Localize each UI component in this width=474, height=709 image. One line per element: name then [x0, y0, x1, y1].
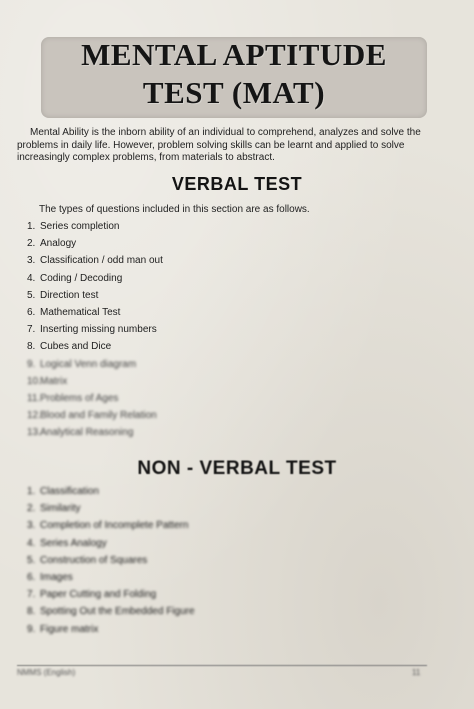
- item-text: Analogy: [40, 238, 77, 250]
- item-number: 6.: [27, 306, 36, 318]
- list-item: [27, 218, 163, 235]
- item-text: Images: [40, 571, 73, 583]
- item-number: 6.: [27, 571, 36, 583]
- item-text: Matrix: [40, 375, 68, 387]
- list-item: [27, 321, 163, 338]
- item-number: 9.: [27, 623, 36, 635]
- list-item: [27, 424, 163, 441]
- item-text: Construction of Squares: [40, 554, 148, 566]
- list-item: [27, 390, 163, 407]
- footer-label: NMMS (English): [17, 668, 76, 677]
- item-number: 8.: [27, 341, 36, 353]
- item-number: 5.: [27, 554, 36, 566]
- list-item: [27, 304, 163, 321]
- intro-paragraph: [17, 127, 457, 165]
- list-item: [27, 407, 163, 424]
- list-item: [27, 500, 195, 517]
- list-item: [27, 270, 163, 287]
- title-line-2: TEST (MAT): [142, 75, 326, 110]
- list-item: [27, 252, 163, 269]
- page-number: 11: [412, 668, 421, 677]
- list-item: [27, 517, 195, 534]
- item-text: Logical Venn diagram: [40, 358, 137, 370]
- item-number: 4.: [27, 537, 36, 549]
- item-number: 7.: [27, 589, 36, 601]
- item-text: Similarity: [40, 503, 81, 515]
- title-line-1: MENTAL APTITUDE: [81, 37, 387, 72]
- non-verbal-test-list: [27, 483, 195, 638]
- item-number: 1.: [27, 486, 36, 497]
- list-item: [27, 235, 163, 252]
- item-number: 9.: [27, 358, 36, 370]
- item-text: Paper Cutting and Folding: [40, 589, 157, 601]
- title-banner: [41, 37, 427, 118]
- item-number: 1.: [27, 221, 36, 232]
- item-text: Blood and Family Relation: [40, 410, 157, 422]
- item-number: 5.: [27, 289, 36, 301]
- item-number: 7.: [27, 324, 36, 336]
- verbal-test-heading: VERBAL TEST: [171, 174, 303, 194]
- list-item: [27, 373, 163, 390]
- item-number: 8.: [27, 606, 36, 618]
- footer-divider: [17, 665, 427, 666]
- list-item: [27, 356, 163, 373]
- intro-text: Mental Ability is the inborn ability of an individual to comprehend, analyzes and solve the problems in daily life. However, problem solving skills can be learnt and applied to solve increasingly complex problems, from materials to abstract.: [17, 127, 421, 163]
- list-item: [27, 535, 195, 552]
- item-number: 10.: [27, 375, 41, 387]
- item-text: Analytical Reasoning: [40, 427, 134, 439]
- item-text: Cubes and Dice: [40, 341, 112, 353]
- item-text: Figure matrix: [40, 623, 99, 635]
- item-number: 2.: [27, 238, 36, 250]
- item-number: 11.: [27, 392, 41, 404]
- item-number: 4.: [27, 272, 36, 284]
- item-text: Series completion: [40, 221, 120, 232]
- non-verbal-test-heading: NON - VERBAL TEST: [137, 458, 337, 479]
- item-number: 3.: [27, 520, 36, 532]
- item-text: Problems of Ages: [40, 392, 119, 404]
- item-text: Direction test: [40, 289, 99, 301]
- list-item: [27, 586, 195, 603]
- list-item: [27, 552, 195, 569]
- list-item: [27, 621, 195, 638]
- item-text: Spotting Out the Embedded Figure: [40, 606, 195, 618]
- item-number: 2.: [27, 503, 36, 515]
- item-number: 12.: [27, 410, 41, 422]
- verbal-test-list: [27, 218, 163, 441]
- list-item: [27, 338, 163, 355]
- list-item: [27, 569, 195, 586]
- item-number: 13.: [27, 427, 41, 439]
- list-item: [27, 483, 195, 500]
- verbal-lead-text: The types of questions included in this section are as follows.: [39, 204, 310, 215]
- item-text: Classification: [40, 486, 99, 497]
- item-number: 3.: [27, 255, 36, 267]
- item-text: Coding / Decoding: [40, 272, 123, 284]
- item-text: Mathematical Test: [40, 306, 121, 318]
- item-text: Series Analogy: [40, 537, 107, 549]
- list-item: [27, 287, 163, 304]
- list-item: [27, 603, 195, 620]
- item-text: Classification / odd man out: [40, 255, 163, 267]
- item-text: Inserting missing numbers: [40, 324, 157, 336]
- item-text: Completion of Incomplete Pattern: [40, 520, 189, 532]
